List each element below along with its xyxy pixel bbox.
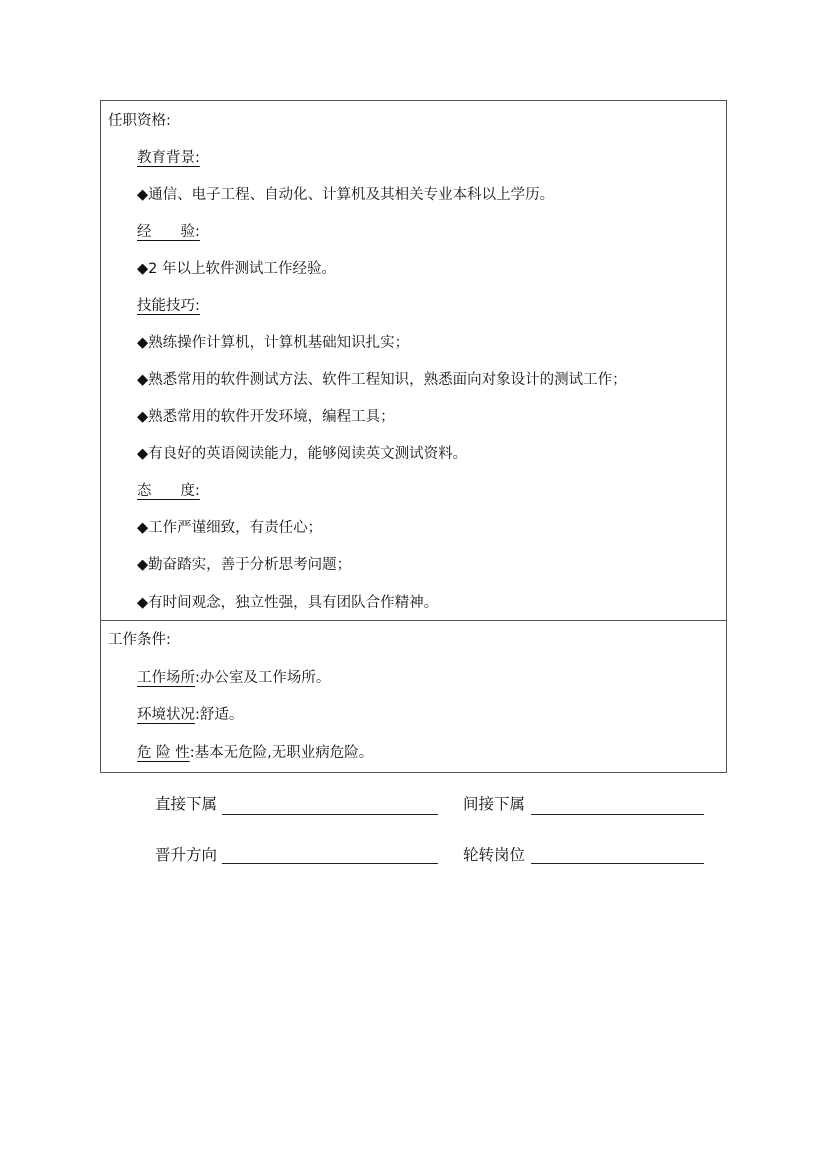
qualifications-title: 任职资格: [108,113,171,129]
promotion-path-label: 晋升方向 [155,846,218,864]
rotation-post-label: 轮转岗位 [463,846,526,864]
condition-item [137,668,330,688]
condition-label: 危 险 性 [137,745,190,761]
education-label: 教育背景: [137,150,200,166]
condition-value: :基本无危险,无职业病危险。 [189,745,374,761]
experience-label: 经 验: [137,224,200,240]
skill-item: ◆熟练操作计算机，计算机基础知识扎实； [137,335,410,351]
rotation-post-field[interactable] [531,863,704,864]
indirect-subordinate-label: 间接下属 [463,795,526,813]
promotion-path-field[interactable] [222,863,438,864]
skill-item: ◆熟悉常用的软件测试方法、软件工程知识，熟悉面向对象设计的测试工作； [137,372,627,388]
condition-item [137,705,243,725]
skill-item: ◆熟悉常用的软件开发环境，编程工具； [137,409,395,425]
condition-label: 环境状况 [137,707,195,723]
attitude-item: ◆工作严谨细致，有责任心； [137,520,323,536]
condition-item [137,743,373,763]
attitude-label: 态 度: [137,483,200,499]
direct-subordinate-field[interactable] [222,814,438,815]
qualifications-section [100,100,727,621]
indirect-subordinate-field[interactable] [531,814,704,815]
direct-subordinate-label: 直接下属 [155,795,218,813]
experience-item: ◆2 年以上软件测试工作经验。 [137,261,336,277]
condition-value: :办公室及工作场所。 [195,670,331,686]
condition-value: :舒适。 [195,707,244,723]
attitude-item: ◆勤奋踏实，善于分析思考问题； [137,557,352,573]
skill-item: ◆有良好的英语阅读能力，能够阅读英文测试资料。 [137,446,468,462]
skills-label: 技能技巧: [137,298,200,314]
education-item: ◆通信、电子工程、自动化、计算机及其相关专业本科以上学历。 [137,187,555,203]
condition-label: 工作场所 [137,670,195,686]
conditions-title: 工作条件: [108,632,171,648]
attitude-item: ◆有时间观念，独立性强，具有团队合作精神。 [137,595,439,611]
